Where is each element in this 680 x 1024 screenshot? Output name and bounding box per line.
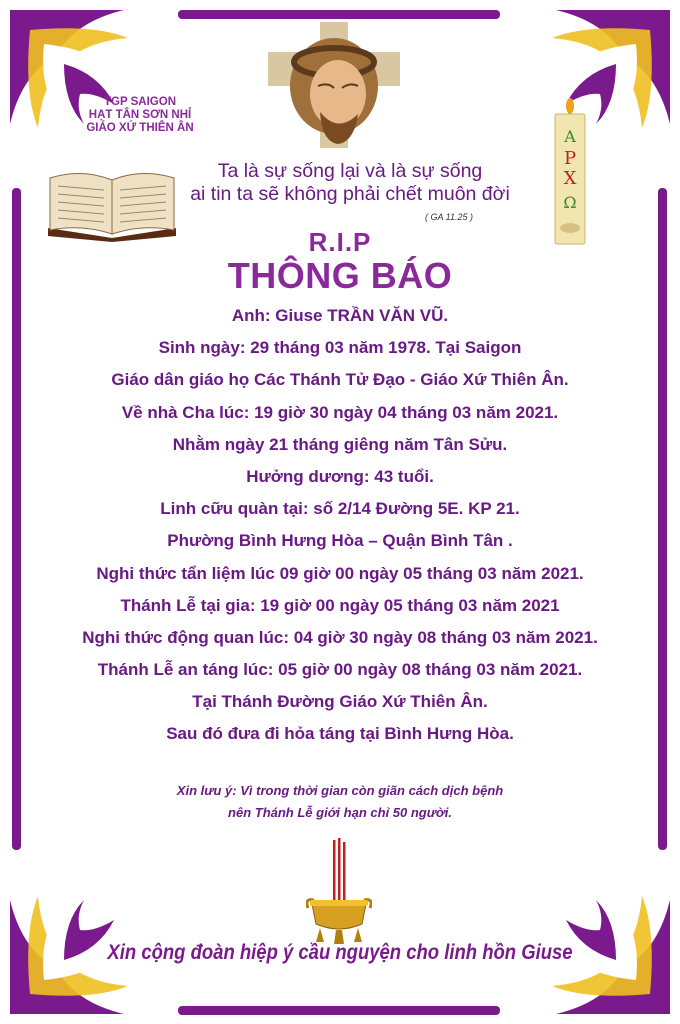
- footer-prayer: Xin cộng đoàn hiệp ý cầu nguyện cho linh hồn Giuse: [107, 941, 573, 964]
- announcement-line: Anh: Giuse TRẦN VĂN VŨ.: [231, 306, 449, 325]
- announcement-line: Thánh Lễ tại gia: 19 giờ 00 ngày 05 tháng 03 năm 2021: [120, 595, 560, 615]
- jesus-crown-of-thorns-image: [268, 22, 400, 148]
- announcement-line: Sau đó đưa đi hỏa táng tại Bình Hưng Hòa.: [166, 724, 514, 744]
- rip-heading: R.I.P: [308, 227, 372, 257]
- parish-line: TGP SAIGON: [104, 96, 176, 108]
- parish-line: HẠT TÂN SƠN NHỈ: [88, 109, 192, 121]
- announcement-line: Nghi thức tẩn liệm lúc 09 giờ 00 ngày 05 tháng 03 năm 2021.: [96, 563, 584, 583]
- announcement-line: Hưởng dương: 43 tuổi.: [246, 466, 434, 486]
- bottom-border: [178, 1006, 500, 1015]
- covid-note: [0, 780, 680, 824]
- announcement-line: Tại Thánh Đường Giáo Xứ Thiên Ân.: [192, 692, 488, 712]
- incense-burner-image: [306, 838, 372, 948]
- announcement-line: Giáo dân giáo họ Các Thánh Tử Đạo - Giáo Xứ Thiên Ân.: [111, 370, 569, 390]
- quote-line: ai tin ta sẽ không phải chết muôn đời: [190, 183, 510, 205]
- announcement-line: Sinh ngày: 29 tháng 03 năm 1978. Tại Saigon: [158, 338, 522, 358]
- announcement-body: [20, 300, 660, 751]
- candle-omega: Ω: [563, 193, 577, 212]
- note-line: Xin lưu ý: Vì trong thời gian còn giãn cách dịch bệnh: [176, 783, 504, 798]
- quote-line: Ta là sự sống lại và là sự sống: [217, 160, 483, 182]
- paschal-candle-image: [553, 98, 587, 246]
- scripture-reference: ( GA 11.25 ): [425, 212, 474, 222]
- announcement-line: Về nhà Cha lúc: 19 giờ 30 ngày 04 tháng 03 năm 2021.: [121, 402, 559, 422]
- announcement-line: Linh cữu quàn tại: số 2/14 Đường 5E. KP 21.: [160, 499, 520, 519]
- announcement-line: Thánh Lễ an táng lúc: 05 giờ 00 ngày 08 tháng 03 năm 2021.: [97, 660, 583, 680]
- top-border: [178, 10, 500, 19]
- announcement-line: Nhằm ngày 21 tháng giêng năm Tân Sửu.: [172, 434, 508, 454]
- corner-ornament-top-right: [526, 4, 676, 154]
- candle-chi: X: [563, 168, 577, 189]
- note-line: nên Thánh Lễ giới hạn chỉ 50 người.: [228, 805, 452, 820]
- parish-label: [70, 96, 210, 135]
- announcement-line: Nghi thức động quan lúc: 04 giờ 30 ngày 08 tháng 03 năm 2021.: [82, 627, 598, 647]
- candle-alpha: A: [564, 127, 576, 146]
- parish-line: GIÁO XỨ THIÊN ÂN: [86, 122, 194, 134]
- scripture-quote: [150, 160, 550, 206]
- page-title: THÔNG BÁO: [227, 255, 453, 296]
- announcement-line: Phường Bình Hưng Hòa – Quận Bình Tân .: [167, 531, 513, 551]
- corner-ornament-icon: [526, 4, 676, 154]
- candle-rho: P: [563, 148, 577, 169]
